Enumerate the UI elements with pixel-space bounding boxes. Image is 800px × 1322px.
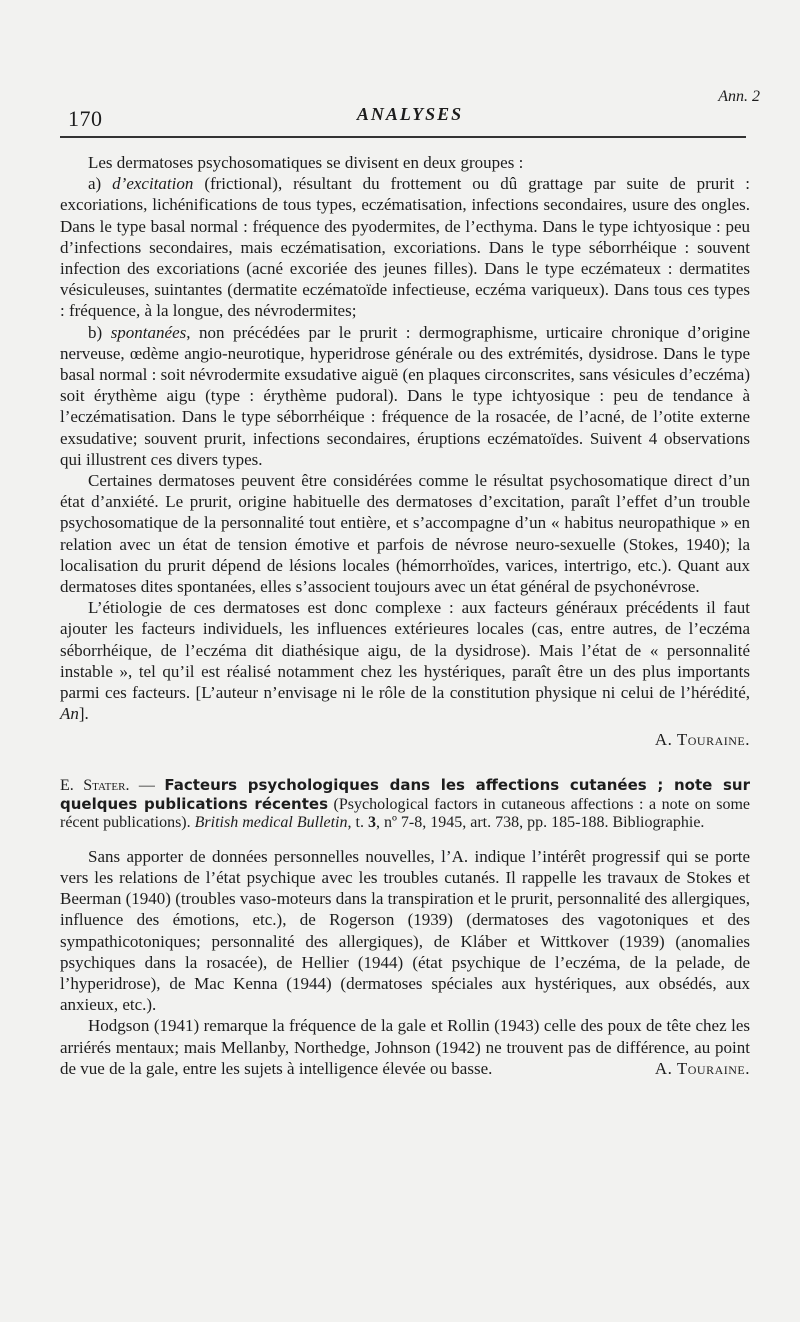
page-header — [60, 88, 760, 148]
article1-paragraph-b-text: , non précédées par le prurit : dermographisme, urticaire chronique d’origine nerveuse, œdème angio-neurotique, hyperidrose générale ou des extrémités, dysidrose. Dans le type basal normal : soit névrodermite exsudative aiguë (en plaques circonscrites, sans vésicules d’eczéma) soit érythème aigu (type : érythème pudoral). Dans le type ichtyosique : peu de tendance à l’eczématisation. Dans le type séborrhéique : fréquence de la rosacée, de l’acné, de l’otite externe exsudative; souvent prurit, infections secondaires, éruptions eczématoïdes. Suivent 4 observations qui illustrent ces divers types. — [60, 322, 750, 469]
article2-signature: A. Touraine. — [654, 1058, 750, 1078]
article2-paragraph-2-text: Hodgson (1941) remarque la fréquence de la gale et Rollin (1943) celle des poux de tête chez les arriérés mentaux; mais Mellanby, Northedge, Johnson (1942) ne trouvent pas de différence, au point de vue de la gale, entre les sujets à intelligence élevée ou basse. — [60, 1016, 750, 1078]
term-spontanees: spontanées — [110, 322, 187, 342]
article2-title: Facteurs psychologiques dans les affections cutanées ; note sur quelques publications récentes — [60, 775, 751, 813]
article1-paragraph-5-end: ]. — [78, 704, 89, 724]
article2-journal: British medical Bulletin — [194, 813, 348, 831]
article1-paragraph-5 — [60, 597, 750, 724]
page-body — [60, 152, 750, 1079]
article1-paragraph-a-text: (frictional), résultant du frottement ou dû grattage par suite de prurit : excoriations, lichénifications de tous types, eczématisation, infections secondaires, usure des ongles. Dans le type basal normal : fréquence des pyodermites, de l’ecthyma. Dans le type ichtyosique : peu d’infections secondaires, mais eczématisation, excoriations. Dans le type séborrhéique : souvent infection des excoriations (acné excoriée des jeunes filles). Dans le type eczémateux : dermatites vésiculeuses, suintantes (dermatite eczématoïde infectieuse, eczéma variqueux). Dans tous ces types : fréquence, à la longue, des névrodermites; — [60, 174, 750, 321]
list-label-b: b) — [88, 322, 103, 342]
article2-original-title: (Psychological factors in cutaneous affections : a note on some récent publications). — [60, 795, 750, 831]
translator-abbreviation: An — [60, 704, 79, 724]
article2-volume-prefix: , t. — [347, 813, 368, 831]
article2-citation-details: , nº 7-8, 1945, art. 738, pp. 185-188. Bibliographie. — [375, 813, 705, 831]
article2-paragraph-1: Sans apporter de données personnelles nouvelles, l’A. indique l’intérêt progressif qui se porte vers les relations de l’état psychique avec les troubles cutanés. Il rappelle les travaux de Stokes et Beerman (1940) (troubles vaso-moteurs dans la transpiration et le prurit, personnalité des allergiques, influence des émotions, etc.), de Rogerson (1939) (dermatoses des vagotoniques et des sympathicotoniques; personnalité des allergiques), de Kláber et Wittkover (1939) (anomalies psychiques dans la rosacée), de Hellier (1944) (état psychique de l’eczéma, de la pelade, de l’hyperidrose), de Mac Kenna (1944) (dermatoses spéciales aux hystériques, aux obsédés, aux anxieux, etc.). — [60, 846, 750, 1015]
article1-paragraph-1: Les dermatoses psychosomatiques se divisent en deux groupes : — [88, 153, 524, 172]
article2-paragraph-2 — [60, 1015, 750, 1079]
header-annotation: Ann. 2 — [718, 88, 760, 105]
article2-reference — [60, 776, 750, 832]
article1-paragraph-4: Certaines dermatoses peuvent être considérées comme le résultat psychosomatique direct d’un état d’anxiété. Le prurit, origine habituelle des dermatoses d’excitation, paraît l’effet d’un trouble psychosomatique de la personnalité tout entière, et s’accompagne d’un « habitus neuropathique » en relation avec un état de tension émotive et parfois de névrose neuro-sexuelle (Stokes, 1940); la localisation du prurit dépend de lésions locales (hémorrhoïdes, varices, intertrigo, etc.). Quant aux dermatoses dites spontanées, elles s’associent toujours avec un état général de psychonévrose. — [60, 471, 750, 597]
running-title: ANALYSES — [356, 104, 464, 124]
article2-volume: 3 — [367, 813, 376, 831]
reference-dash: — — [129, 776, 165, 794]
article2-author: E. Stater. — [60, 776, 130, 794]
term-excitation: d’excitation — [112, 174, 194, 194]
list-label-a: a) — [88, 174, 102, 194]
page-number: 170 — [68, 106, 103, 131]
article1-signature: A. Touraine. — [654, 730, 750, 750]
article1-paragraph-a — [60, 173, 750, 321]
article1-paragraph-5-text: L’étiologie de ces dermatoses est donc complexe : aux facteurs généraux précédents il faut ajouter les facteurs individuels, les influences extérieures locales (cas, entre autres, de l’eczéma séborrhéique, de l’eczéma dit diathésique aigu, de la dysidrose). Mais l’état de « personnalité instable », tel qu’il est réalisé notamment chez les hystériques, paraît être un des plus importants parmi ces facteurs. [L’auteur n’envisage ni le rôle de la constitution physique ni celui de l’hérédité, — [60, 598, 750, 703]
header-divider — [60, 136, 746, 138]
article1-paragraph-b — [60, 322, 750, 470]
